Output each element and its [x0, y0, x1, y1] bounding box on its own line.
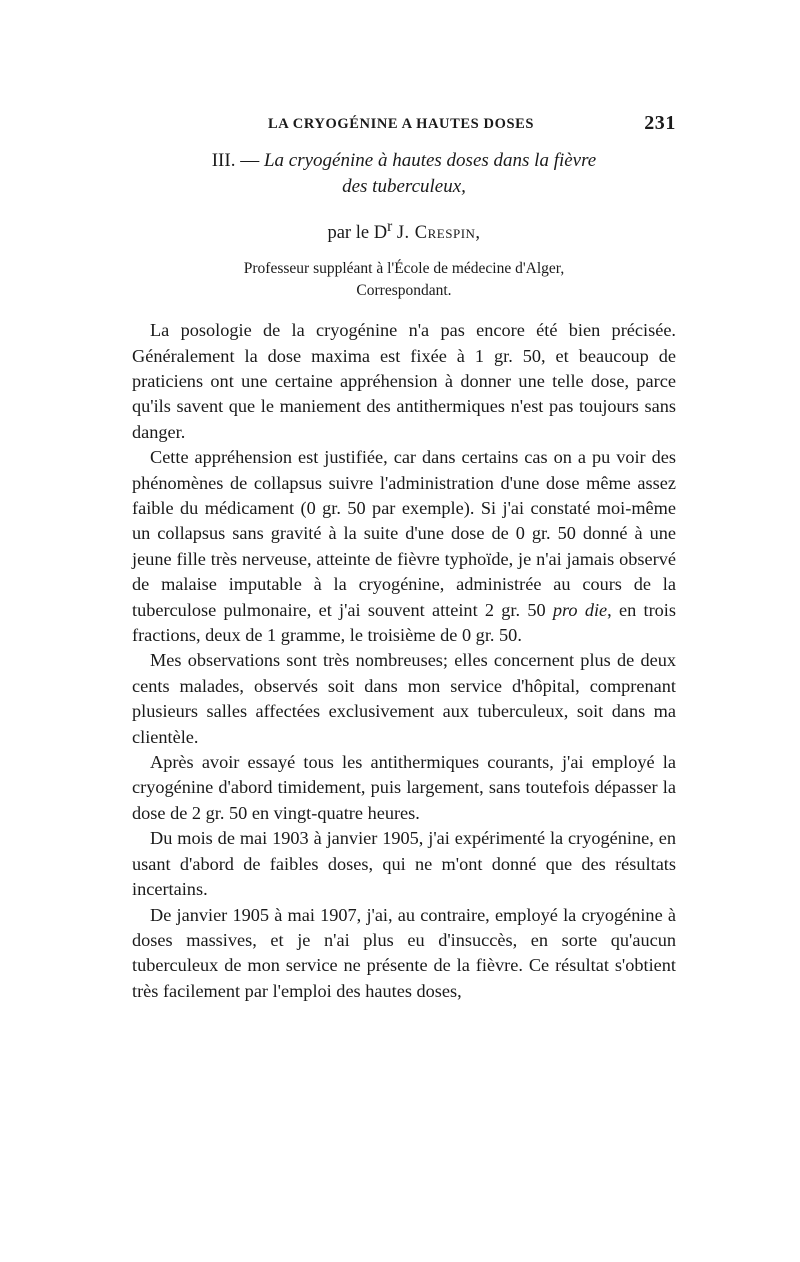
- paragraph-2-italic: pro die: [552, 599, 608, 620]
- article-title: [132, 148, 676, 200]
- running-title: LA CRYOGÉNINE A HAUTES DOSES: [268, 116, 535, 132]
- author-prefix-sup: r: [387, 218, 393, 235]
- book-page: [132, 112, 676, 1004]
- affiliation-line-1: Professeur suppléant à l'École de médecine d'Alger,: [243, 260, 565, 278]
- paragraph-2-part-b: , en trois fractions, deux de 1 gramme, le troisième de 0 gr. 50.: [132, 599, 676, 646]
- author-affiliation: [132, 258, 676, 302]
- paragraph-2: [132, 445, 676, 648]
- paragraph-6: De janvier 1905 à mai 1907, j'ai, au contraire, employé la cryogénine à doses massives, et je n'ai plus eu d'insuccès, en sorte qu'aucun tuberculeux de mon service ne présente de la fièvre. Ce résultat s'obtient très facilement par l'emploi des hautes doses,: [132, 904, 676, 1001]
- page-number: 231: [644, 112, 676, 134]
- affiliation-line-2: Correspondant.: [356, 282, 452, 300]
- author-line: [132, 214, 676, 246]
- paragraph-5: Du mois de mai 1903 à janvier 1905, j'ai expérimenté la cryogénine, en usant d'abord de faibles doses, qui ne m'ont donné que des résultats incertains.: [132, 828, 676, 900]
- author-name: J. Crespin,: [396, 223, 481, 244]
- article-number: III. —: [211, 150, 260, 171]
- article-title-line-2: des tuberculeux,: [342, 176, 466, 197]
- running-header: [132, 112, 676, 146]
- article-title-line-1: [132, 148, 676, 174]
- article-body: [132, 318, 676, 1004]
- article-title-text-1: La cryogénine à hautes doses dans la fièvre: [263, 150, 597, 171]
- paragraph-2-part-a: Cette appréhension est justifiée, car dans certains cas on a pu voir des phénomènes de collapsus suivre l'administration d'une dose même assez faible du médicament (0 gr. 50 par exemple). Si j'ai constaté moi-même un collapsus sans gravité à la suite d'une dose de 0 gr. 50 donné à une jeune fille très nerveuse, atteinte de fièvre typhoïde, je n'ai jamais observé de malaise imputable à la cryogénine, administrée au cours de la tuberculose pulmonaire, et j'ai souvent atteint 2 gr. 50: [132, 447, 676, 620]
- author-prefix: par le D: [327, 223, 388, 244]
- paragraph-3: Mes observations sont très nombreuses; elles concernent plus de deux cents malades, observés soit dans mon service d'hôpital, comprenant plusieurs salles affectées exclusivement aux tuberculeux, soit dans ma clientèle.: [132, 650, 676, 747]
- paragraph-1: La posologie de la cryogénine n'a pas encore été bien précisée. Généralement la dose maxima est fixée à 1 gr. 50, et beaucoup de praticiens ont une certaine appréhension à donner une telle dose, parce qu'ils savent que le maniement des antithermiques n'est pas toujours sans danger.: [132, 320, 676, 442]
- paragraph-4: Après avoir essayé tous les antithermiques courants, j'ai employé la cryogénine d'abord timidement, puis largement, sans toutefois dépasser la dose de 2 gr. 50 en vingt-quatre heures.: [132, 752, 676, 823]
